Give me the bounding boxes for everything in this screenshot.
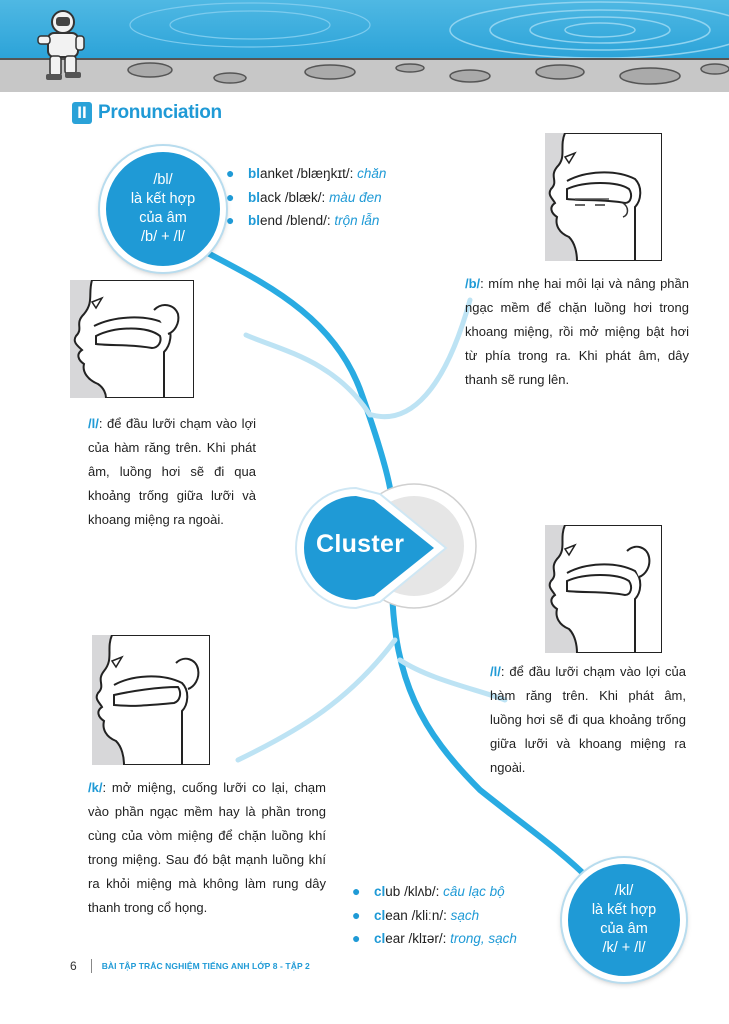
list-item: ● cl ear /klɪər/: trong, sạch bbox=[352, 927, 517, 951]
bubble-bl-line: /bl/ bbox=[153, 172, 173, 188]
bubble-kl bbox=[562, 858, 686, 982]
section-number-badge: II bbox=[72, 102, 92, 124]
bullet-icon: ● bbox=[352, 930, 361, 946]
list-item: ● bl anket /blæŋkɪt/: chăn bbox=[226, 162, 386, 186]
bubble-kl-line: là kết hợp bbox=[591, 902, 657, 918]
bubble-bl-line: là kết hợp bbox=[130, 191, 196, 207]
bubble-kl-line: /kl/ bbox=[614, 883, 634, 899]
face-profile-icon bbox=[70, 280, 194, 398]
page-footer bbox=[70, 959, 310, 973]
footer-divider bbox=[91, 959, 92, 973]
face-profile-icon bbox=[545, 133, 662, 261]
bubble-bl-line: /b/ + /l/ bbox=[141, 229, 185, 245]
kl-word-list bbox=[352, 880, 517, 951]
bl-word-list bbox=[226, 162, 386, 233]
description-b: /b/: mím nhẹ hai môi lại và nâng phần ngạc mềm để chặn luồng hơi trong khoang miệng, rồi mở miệng bật hơi từ phía trong ra. Khi phát âm, dây thanh sẽ rung lên. bbox=[465, 276, 689, 387]
description-k: /k/: mở miệng, cuống lưỡi co lại, chạm vào phần ngạc mềm hay là phần trong cùng của vòm miệng để chặn luồng khí trong miệng. Sau đó bật mạnh luồng khí ra khỏi miệng mà không làm rung dây thanh trong cổ họng. bbox=[88, 780, 326, 915]
list-item: ● cl ean /kliːn/: sạch bbox=[352, 904, 517, 928]
page-number: 6 bbox=[70, 959, 77, 973]
list-item: ● bl end /blend/: trộn lẫn bbox=[226, 209, 386, 233]
cluster-label: Cluster bbox=[316, 530, 405, 558]
mouth-diagram-k bbox=[92, 635, 210, 765]
bullet-icon: ● bbox=[226, 212, 235, 228]
bullet-icon: ● bbox=[352, 906, 361, 923]
face-profile-icon bbox=[545, 525, 662, 653]
description-l-right: /l/: để đầu lưỡi chạm vào lợi của hàm răng trên. Khi phát âm, luồng hơi sẽ đi qua khoảng trống giữa lưỡi và khoang miệng ra ngoài. bbox=[490, 664, 686, 775]
bubble-kl-line: của âm bbox=[600, 921, 648, 937]
face-profile-icon bbox=[92, 635, 210, 765]
mouth-diagram-l-left bbox=[70, 280, 194, 398]
book-title: BÀI TẬP TRẮC NGHIỆM TIẾNG ANH LỚP 8 - TẬP 2 bbox=[101, 961, 310, 971]
description-l-left: /l/: để đầu lưỡi chạm vào lợi của hàm răng trên. Khi phát âm, luồng hơi sẽ đi qua khoảng trống giữa lưỡi và khoang miệng ra ngoài. bbox=[88, 416, 256, 527]
mouth-diagram-l-right bbox=[545, 525, 662, 653]
bullet-icon: ● bbox=[352, 883, 361, 899]
bubble-kl-line: /k/ + /l/ bbox=[602, 940, 646, 956]
bubble-bl-line: của âm bbox=[139, 210, 187, 226]
list-item: ● bl ack /blæk/: màu đen bbox=[226, 186, 386, 210]
bullet-icon: ● bbox=[226, 188, 235, 205]
bubble-bl bbox=[100, 146, 226, 272]
list-item: ● cl ub /klʌb/: câu lạc bộ bbox=[352, 880, 517, 904]
section-title: Pronunciation bbox=[98, 102, 222, 123]
mouth-diagram-b bbox=[545, 133, 662, 261]
bullet-icon: ● bbox=[226, 165, 235, 181]
